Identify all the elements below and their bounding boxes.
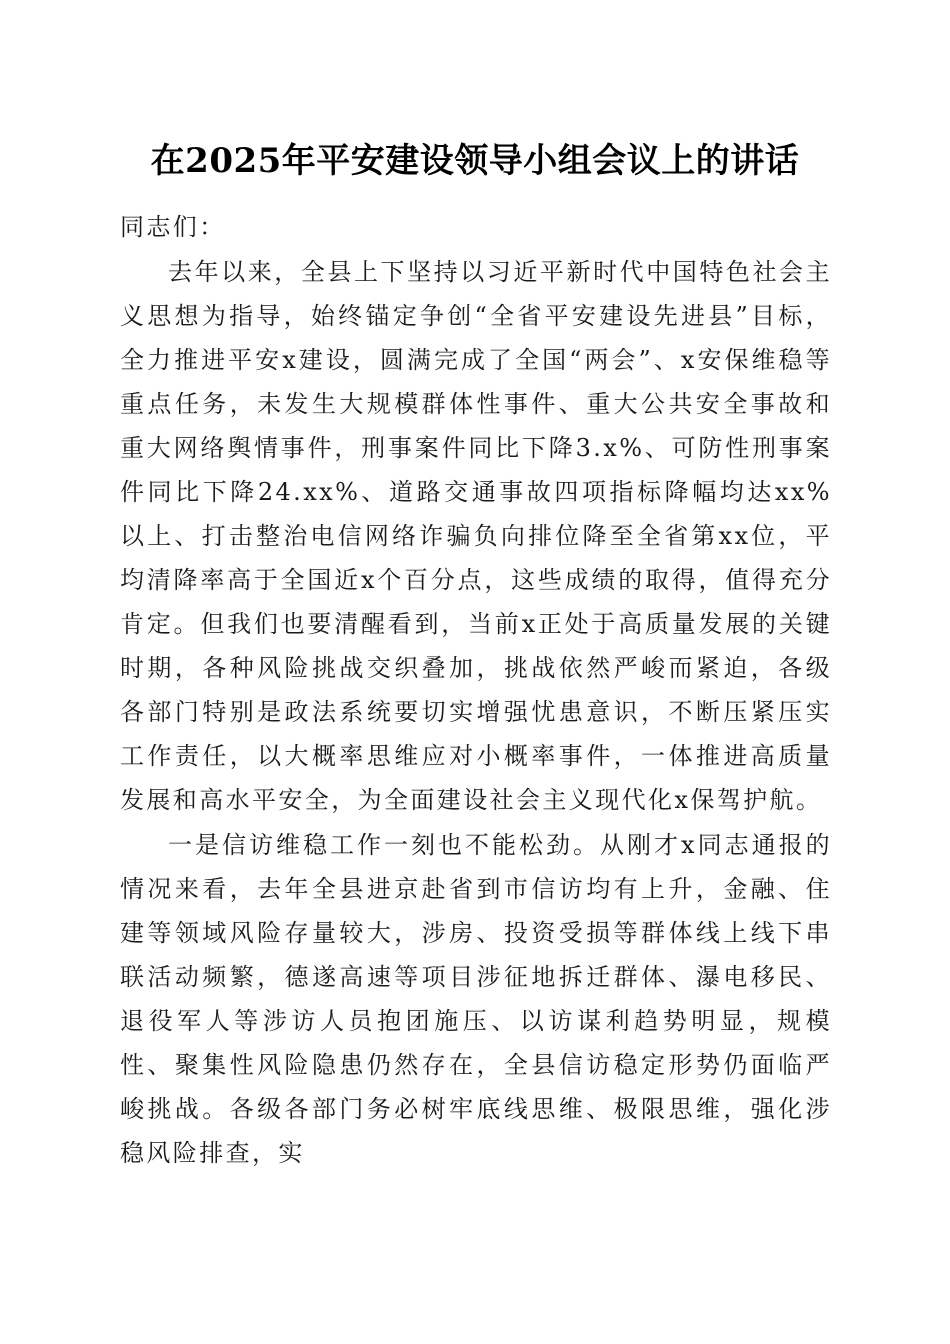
document-title: 在2025年平安建设领导小组会议上的讲话 (150, 141, 800, 181)
salutation: 同志们： (120, 213, 226, 241)
paragraph-2 (120, 823, 832, 1175)
paragraph-2-text: 从刚才x同志通报的情况来看，去年全县进京赴省到市信访均有上升，金融、住建等领域风险存量较大，涉房、投资受损等群体线上线下串联活动频繁，德遂高速等项目涉征地拆迁群体、瀑电移民、退役军人等涉访人员抱团施压、以访谋利趋势明显，规模性、聚集性风险隐患仍然存在，全县信访稳定形势仍面临严峻挑战。各级各部门务必树牢底线思维、极限思维，强化涉稳风险排查，实 (120, 831, 832, 1167)
paragraph-1: 去年以来，全县上下坚持以习近平新时代中国特色社会主义思想为指导，始终锚定争创“全省平安建设先进县”目标，全力推进平安x建设，圆满完成了全国“两会”、x安保维稳等重点任务，未发生大规模群体性事件、重大公共安全事故和重大网络舆情事件，刑事案件同比下降3.x%、可防性刑事案件同比下降24.xx%、道路交通事故四项指标降幅均达xx%以上、打击整治电信网络诈骗负向排位降至全省第xx位，平均清降率高于全国近x个百分点，这些成绩的取得，值得充分肯定。但我们也要清醒看到，当前x正处于高质量发展的关键时期，各种风险挑战交织叠加，挑战依然严峻而紧迫，各级各部门特别是政法系统要切实增强忧患意识，不断压紧压实工作责任，以大概率思维应对小概率事件，一体推进高质量发展和高水平安全，为全面建设社会主义现代化x保驾护航。 (120, 258, 832, 814)
paragraph-2-lead: 一是信访维稳工作一刻也不能松劲。 (168, 831, 601, 859)
document-body (120, 205, 832, 1176)
